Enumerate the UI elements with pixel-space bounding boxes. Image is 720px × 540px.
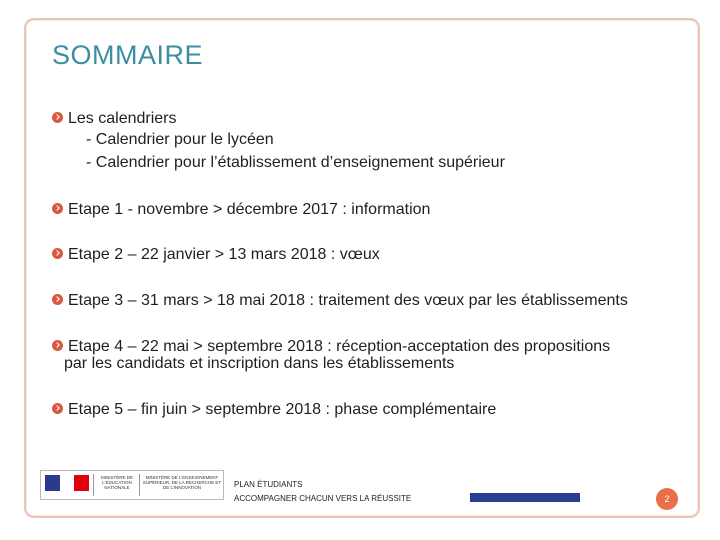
toc-item-etape-5: [52, 399, 496, 420]
toc-subitem: - Calendrier pour l’établissement d’enseignement supérieur: [86, 154, 505, 171]
arrow-circle-right-icon: [52, 112, 63, 123]
toc-item-label: Etape 5 – fin juin > septembre 2018 : phase complémentaire: [68, 401, 497, 418]
toc-item-calendriers: [52, 108, 177, 129]
arrow-circle-right-icon: [52, 340, 63, 351]
slide-title: SOMMAIRE: [52, 40, 204, 70]
toc-item-etape-3: [52, 290, 628, 311]
toc-item-label: Les calendriers: [68, 110, 177, 127]
footer-subtitle: ACCOMPAGNER CHACUN VERS LA RÉUSSITE: [234, 494, 412, 503]
slide-frame: [24, 18, 700, 518]
arrow-circle-right-icon: [52, 203, 63, 214]
toc-item-label: Etape 1 - novembre > décembre 2017 : information: [68, 201, 431, 218]
arrow-circle-right-icon: [52, 403, 63, 414]
marianne-flag-icon: [45, 475, 89, 491]
toc-item-label: Etape 3 – 31 mars > 18 mai 2018 : traitement des vœux par les établissements: [68, 292, 628, 309]
footer-title: PLAN ÉTUDIANTS: [234, 480, 303, 489]
footer-accent-bar: [470, 493, 580, 502]
arrow-circle-right-icon: [52, 248, 63, 259]
page-number-badge: 2: [656, 488, 678, 510]
toc-item-label: Etape 4 – 22 mai > septembre 2018 : réception-acceptation des propositions: [68, 338, 611, 355]
ministry-name-education: MINISTÈRE DE L’ÉDUCATION NATIONALE: [100, 475, 133, 490]
ministry-logo: [40, 470, 224, 500]
toc-item-etape-2: [52, 244, 380, 265]
logo-divider: [93, 474, 94, 496]
toc-item-etape-4: [52, 336, 610, 357]
toc-item-continuation: par les candidats et inscription dans les établissements: [64, 355, 455, 372]
toc-item-label: Etape 2 – 22 janvier > 13 mars 2018 : vœux: [68, 246, 380, 263]
toc-item-etape-1: [52, 199, 430, 220]
ministry-name-higher-ed: MINISTÈRE DE L’ENSEIGNEMENT SUPÉRIEUR, DE LA RECHERCHE ET DE L’INNOVATION: [142, 475, 222, 490]
logo-divider: [139, 474, 140, 496]
toc-subitem: - Calendrier pour le lycéen: [86, 131, 274, 148]
arrow-circle-right-icon: [52, 294, 63, 305]
